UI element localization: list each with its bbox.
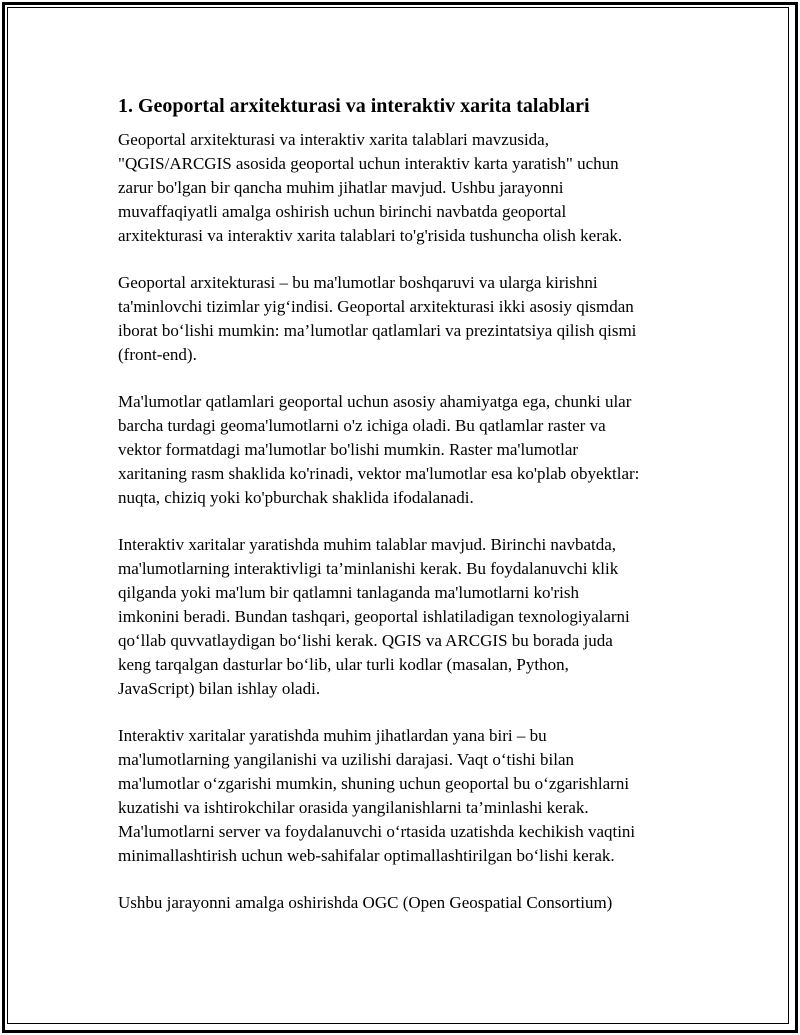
document-body (118, 93, 698, 938)
text-line: Ma'lumotlarni server va foydalanuvchi o‘rtasida uzatishda kechikish vaqtini (118, 822, 636, 841)
text-line: ma'lumotlarning yangilanishi va uzilishi darajasi. Vaqt o‘tishi bilan (118, 750, 575, 769)
text-line: ta'minlovchi tizimlar yig‘indisi. Geoportal arxitekturasi ikki asosiy qismdan (118, 297, 634, 316)
text-line: kuzatishi va ishtirokchilar orasida yangilanishlarni ta’minlashi kerak. (118, 798, 589, 817)
text-line: ma'lumotlar o‘zgarishi mumkin, shuning uchun geoportal bu o‘zgarishlarni (118, 774, 630, 793)
paragraph-updates (118, 724, 698, 868)
text-line: imkonini beradi. Bundan tashqari, geoportal ishlatiladigan texnologiyalarni (118, 607, 630, 626)
text-line: iborat bo‘lishi mumkin: ma’lumotlar qatlamlari va prezintatsiya qilish qismi (118, 321, 637, 340)
paragraph-interactive-requirements (118, 533, 698, 701)
text-line: (front-end). (118, 345, 197, 364)
text-line: barcha turdagi geoma'lumotlarni o'z ichiga oladi. Bu qatlamlar raster va (118, 416, 606, 435)
text-line: minimallashtirish uchun web-sahifalar optimallashtirilgan bo‘lishi kerak. (118, 846, 615, 865)
text-line: Geoportal arxitekturasi – bu ma'lumotlar boshqaruvi va ularga kirishni (118, 273, 598, 292)
text-line: arxitekturasi va interaktiv xarita talablari to'g'risida tushuncha olish kerak. (118, 226, 623, 245)
text-line: muvaffaqiyatli amalga oshirish uchun birinchi navbatda geoportal (118, 202, 567, 221)
text-line: qilganda yoki ma'lum bir qatlamni tanlaganda ma'lumotlarni ko'rish (118, 583, 580, 602)
text-line: Ma'lumotlar qatlamlari geoportal uchun asosiy ahamiyatga ega, chunki ular (118, 392, 632, 411)
text-line: qo‘llab quvvatlaydigan bo‘lishi kerak. QGIS va ARCGIS bu borada juda (118, 631, 613, 650)
text-line: "QGIS/ARCGIS asosida geoportal uchun interaktiv karta yaratish" uchun (118, 154, 619, 173)
text-line: xaritaning rasm shaklida ko'rinadi, vektor ma'lumotlar esa ko'plab obyektlar: (118, 464, 640, 483)
text-line: nuqta, chiziq yoki ko'pburchak shaklida ifodalanadi. (118, 488, 474, 507)
paragraph-ogc (118, 891, 698, 915)
text-line: Interaktiv xaritalar yaratishda muhim talablar mavjud. Birinchi navbatda, (118, 535, 617, 554)
paragraph-intro (118, 128, 698, 248)
text-line: Ushbu jarayonni amalga oshirishda OGC (Open Geospatial Consortium) (118, 893, 613, 912)
text-line: Geoportal arxitekturasi va interaktiv xarita talablari mavzusida, (118, 130, 549, 149)
text-line: vektor formatdagi ma'lumotlar bo'lishi mumkin. Raster ma'lumotlar (118, 440, 579, 459)
section-heading: 1. Geoportal arxitekturasi va interaktiv xarita talablari (118, 95, 590, 117)
text-line: keng tarqalgan dasturlar bo‘lib, ular turli kodlar (masalan, Python, (118, 655, 569, 674)
paragraph-data-layers (118, 390, 698, 510)
text-line: zarur bo'lgan bir qancha muhim jihatlar mavjud. Ushbu jarayonni (118, 178, 564, 197)
paragraph-architecture (118, 271, 698, 367)
text-line: ma'lumotlarning interaktivligi ta’minlanishi kerak. Bu foydalanuvchi klik (118, 559, 619, 578)
text-line: Interaktiv xaritalar yaratishda muhim jihatlardan yana biri – bu (118, 726, 547, 745)
text-line: JavaScript) bilan ishlay oladi. (118, 679, 321, 698)
